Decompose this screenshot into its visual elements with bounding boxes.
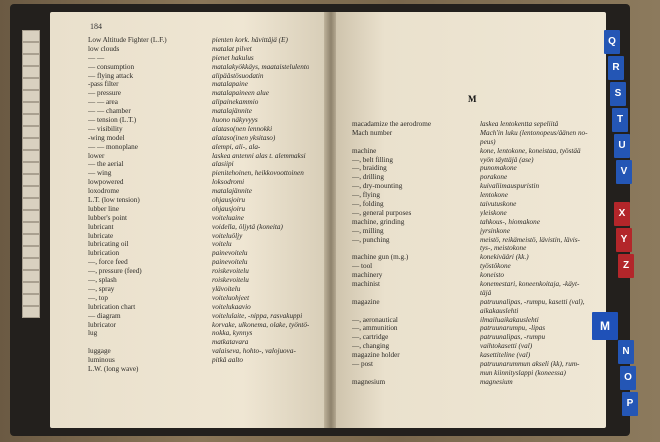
english-term-entry: machinery — [352, 271, 383, 280]
english-term-entry: —, force feed — [88, 258, 128, 267]
english-term-entry: — tension (L.T.) — [88, 116, 137, 125]
finnish-term-entry: roiskevoitelu — [212, 267, 249, 276]
english-term-entry: — wing — [88, 169, 112, 178]
english-term-entry: -pass filter — [88, 80, 119, 89]
english-term-entry: lubricating oil — [88, 240, 129, 249]
finnish-term-entry: voitelu — [212, 240, 232, 249]
english-term-entry: machine gun (m.g.) — [352, 253, 409, 262]
english-term-entry: — the aerial — [88, 160, 124, 169]
english-term-entry: —, milling — [352, 226, 384, 235]
finnish-term-entry: ilmailuaikakauslehti — [480, 315, 539, 324]
finnish-term-entry: patruunarummun akseli (kk), rum- — [480, 360, 580, 369]
finnish-term-entry: pitkä aalto — [212, 356, 243, 365]
left-finnish-column — [212, 36, 309, 374]
english-term-entry: lubricate — [88, 231, 114, 240]
english-term-entry: luggage — [88, 347, 111, 356]
english-term-entry: —, aeronautical — [352, 315, 398, 324]
finnish-term-entry: pienet hakulus — [212, 53, 254, 62]
english-term-entry: magnesium — [352, 377, 386, 386]
finnish-term-entry: voiteluohjeet — [212, 293, 250, 302]
index-tab-y[interactable]: Y — [616, 228, 632, 252]
thumb-tab — [22, 294, 40, 306]
finnish-term-entry: painevoitelu — [212, 258, 248, 267]
english-term-entry: — — monoplane — [88, 142, 138, 151]
finnish-term-entry — [212, 365, 309, 374]
finnish-term-entry: patruunarumpu, -lipas — [480, 324, 546, 333]
thumb-tab — [22, 138, 40, 150]
english-term-entry: L.W. (long wave) — [88, 364, 139, 373]
thumb-tab — [22, 54, 40, 66]
right-page — [336, 12, 606, 428]
finnish-term-entry: punomakone — [480, 164, 517, 173]
finnish-term-entry: konemestari, koneenkoitaja, -käyt- — [480, 280, 580, 289]
finnish-term-entry: voitelulaite, -nippa, rasvakuppi — [212, 311, 303, 320]
english-term-entry: — diagram — [88, 311, 121, 320]
english-term-entry: —, dry-mounting — [352, 182, 403, 191]
finnish-term-entry: kasettiteline (val) — [480, 351, 531, 360]
english-term-entry: magazine — [352, 297, 380, 306]
finnish-term-entry: valaiseva, hohto-, valojuova- — [212, 347, 296, 356]
index-tab-v[interactable]: V — [616, 160, 632, 184]
finnish-term-entry: alempi, ali-, ala- — [212, 142, 261, 151]
page-number: 184 — [90, 22, 102, 31]
finnish-term-entry: ohjausjoiru — [212, 204, 246, 213]
letter-heading: M — [468, 94, 477, 104]
finnish-term-entry: kuivaliimauspuristin — [480, 182, 540, 191]
finnish-term-entry: nokka, kynnys — [212, 329, 253, 338]
english-term-entry — [352, 307, 431, 316]
finnish-term-entry: lentokone — [480, 191, 508, 200]
english-term-entry: —, changing — [352, 342, 390, 351]
english-term-entry: lubber line — [88, 204, 119, 213]
english-term-entry: —, drilling — [352, 173, 384, 182]
finnish-term-entry: tys-, meistokone — [480, 244, 527, 253]
english-term-entry: L.T. (low tension) — [88, 196, 140, 205]
finnish-term-entry: konekivääri (kk.) — [480, 253, 529, 262]
english-term-entry: lubrication chart — [88, 302, 136, 311]
finnish-term-entry: huono näkyvyys — [212, 116, 258, 125]
index-tab-s[interactable]: S — [610, 82, 626, 106]
english-term-entry: machinist — [352, 280, 380, 289]
english-term-entry: — — area — [88, 98, 118, 107]
finnish-term-entry: työstökone — [480, 262, 511, 271]
english-term-entry: — visibility — [88, 124, 123, 133]
finnish-term-entry: porakone — [480, 173, 508, 182]
english-term-entry: —, top — [88, 293, 108, 302]
english-term-entry: —, pressure (feed) — [88, 267, 142, 276]
index-tab-u[interactable]: U — [614, 134, 630, 158]
index-tab-p[interactable]: P — [622, 392, 638, 416]
thumb-tab — [22, 186, 40, 198]
finnish-term-entry: roiskevoitelu — [212, 276, 249, 285]
index-tab-x[interactable]: X — [614, 202, 630, 226]
index-tab-r[interactable]: R — [608, 56, 624, 80]
finnish-term-entry: ohjausjoiru — [212, 196, 246, 205]
english-term-entry: lug — [88, 329, 98, 338]
left-thumb-tabs — [22, 30, 40, 320]
english-term-entry: —, punching — [352, 235, 390, 244]
english-term-entry — [88, 338, 167, 347]
thumb-tab — [22, 282, 40, 294]
english-term-entry — [352, 138, 431, 147]
index-tab-m[interactable]: M — [592, 312, 618, 340]
english-term-entry: -wing model — [88, 133, 125, 142]
english-term-entry: Low Altitude Fighter (L.F.) — [88, 36, 167, 44]
english-term-entry — [352, 289, 431, 298]
thumb-tab — [22, 270, 40, 282]
english-term-entry: loxodrome — [88, 187, 120, 196]
finnish-term-entry: matalapaine — [212, 80, 248, 89]
finnish-term-entry: painevoitelu — [212, 249, 248, 258]
english-term-entry: — flying attack — [88, 71, 134, 80]
finnish-term-entry: patruunalipas, -rumpu — [480, 333, 546, 342]
thumb-tab — [22, 30, 40, 42]
english-term-entry: — tool — [352, 262, 373, 271]
right-english-column — [352, 120, 431, 387]
english-term-entry: macadamize the aerodrome — [352, 120, 432, 128]
thumb-tab — [22, 198, 40, 210]
thumb-tab — [22, 210, 40, 222]
finnish-term-entry: laskea lentokentta sepeliitä — [480, 120, 559, 128]
finnish-term-entry: voitelukaavio — [212, 302, 251, 311]
finnish-term-entry: matkatavara — [212, 338, 249, 347]
thumb-tab — [22, 42, 40, 54]
english-term-entry — [352, 244, 431, 253]
english-term-entry: —, spray — [88, 284, 115, 293]
finnish-term-entry: ylävoitelu — [212, 284, 241, 293]
finnish-term-entry: kone, lentokone, koneistaa, työstää — [480, 146, 581, 155]
english-term-entry: —, cartridge — [352, 333, 389, 342]
finnish-term-entry: vyön täyttäjä (ase) — [480, 155, 534, 164]
english-term-entry: —, flying — [352, 191, 380, 200]
english-term-entry: lubrication — [88, 249, 120, 258]
english-term-entry: — — chamber — [88, 107, 131, 116]
english-term-entry: —, general purposes — [352, 208, 412, 217]
thumb-tab — [22, 114, 40, 126]
english-term-entry: —, ammunition — [352, 324, 398, 333]
finnish-term-entry: pienitehoinen, heikkovoottoinen — [212, 169, 304, 178]
finnish-term-entry: matalajännite — [212, 107, 252, 116]
thumb-tab — [22, 162, 40, 174]
finnish-term-entry: koneisto — [480, 271, 504, 280]
thumb-tab — [22, 246, 40, 258]
english-term-entry: lubber's point — [88, 213, 128, 222]
finnish-term-entry: alataso(inen yksitaso) — [212, 133, 276, 142]
english-term-entry: — post — [352, 360, 373, 369]
thumb-tab — [22, 90, 40, 102]
english-term-entry: Mach number — [352, 128, 393, 137]
english-term-entry: lubricator — [88, 320, 116, 329]
finnish-term-entry: matalakyökkäys, maataistelulento — [212, 62, 310, 71]
english-term-entry: luminous — [88, 356, 115, 365]
finnish-term-entry: alasiipi — [212, 160, 234, 169]
left-english-column — [88, 36, 167, 374]
finnish-term-entry: laskea antenni alas t. alemmaksi — [212, 151, 306, 160]
finnish-term-entry: täjä — [480, 288, 492, 297]
thumb-tab — [22, 306, 40, 318]
finnish-term-entry: matalat pilvet — [212, 44, 252, 53]
english-term-entry: machine — [352, 146, 377, 155]
thumb-tab — [22, 78, 40, 90]
english-term-entry: magazine holder — [352, 351, 400, 360]
finnish-term-entry: taivutuskone — [480, 200, 517, 209]
english-term-entry: low clouds — [88, 44, 120, 53]
index-tab-q[interactable]: Q — [604, 30, 620, 54]
index-tab-o[interactable]: O — [620, 366, 636, 390]
english-term-entry: — consumption — [88, 62, 135, 71]
finnish-term-entry: peus) — [480, 137, 496, 146]
finnish-term-entry: korvake, ulkonema, olake, työntö- — [212, 320, 310, 329]
finnish-term-entry: loksodromi — [212, 178, 245, 187]
finnish-term-entry: vaihtokasetti (val) — [480, 342, 533, 351]
thumb-tab — [22, 174, 40, 186]
english-term-entry: —, belt filling — [352, 155, 393, 164]
english-term-entry: —, folding — [352, 200, 384, 209]
index-tab-n[interactable]: N — [618, 340, 634, 364]
thumb-tab — [22, 66, 40, 78]
finnish-term-entry: alataso(nen lennokki — [212, 124, 273, 133]
finnish-term-entry: yleiskone — [480, 208, 507, 217]
english-term-entry: machine, grinding — [352, 217, 405, 226]
english-term-entry: —, splash — [88, 276, 117, 285]
finnish-term-entry: pienten kork. hävittäjä (E) — [212, 36, 288, 44]
thumb-tab — [22, 126, 40, 138]
finnish-term-entry: voidella, öljytä (koneita) — [212, 222, 283, 231]
index-tab-z[interactable]: Z — [618, 254, 634, 278]
english-term-entry: —, braiding — [352, 164, 387, 173]
left-page — [50, 12, 326, 428]
finnish-term-entry: matalapaineen alue — [212, 89, 269, 98]
english-term-entry: lowpowered — [88, 178, 124, 187]
finnish-term-entry: tahkous-, hiomakone — [480, 217, 540, 226]
finnish-term-entry: patruunalipas, -rumpu, kasetti (val), — [480, 297, 585, 306]
thumb-tab — [22, 258, 40, 270]
finnish-term-entry: mun kiinnityslappi (koneessa) — [480, 368, 566, 377]
english-term-entry: — — — [88, 53, 105, 62]
dictionary-book — [10, 4, 630, 436]
finnish-term-entry: meistö, reikämeistö, lävistin, lävis- — [480, 235, 580, 244]
finnish-term-entry: alipainekammio — [212, 98, 259, 107]
index-tab-t[interactable]: T — [612, 108, 628, 132]
right-finnish-column — [480, 120, 588, 387]
finnish-term-entry: magnesium — [480, 377, 513, 386]
thumb-tab — [22, 234, 40, 246]
english-term-entry — [352, 369, 431, 378]
english-term-entry: lubricant — [88, 222, 114, 231]
thumb-tab — [22, 102, 40, 114]
thumb-tab — [22, 222, 40, 234]
finnish-term-entry: aikakauslehti — [480, 306, 519, 315]
right-index-tabs — [598, 30, 638, 430]
english-term-entry: lower — [88, 151, 105, 160]
english-term-entry: — pressure — [88, 89, 121, 98]
thumb-tab — [22, 150, 40, 162]
finnish-term-entry: Mach'in luku (lentonopeus/äänen no- — [480, 128, 588, 137]
finnish-term-entry: jyrsinkone — [480, 226, 510, 235]
finnish-term-entry: voiteluöljy — [212, 231, 243, 240]
finnish-term-entry: voiteluaine — [212, 213, 244, 222]
finnish-term-entry: matalajännite — [212, 187, 252, 196]
finnish-term-entry: alipäästösuodatin — [212, 71, 264, 80]
